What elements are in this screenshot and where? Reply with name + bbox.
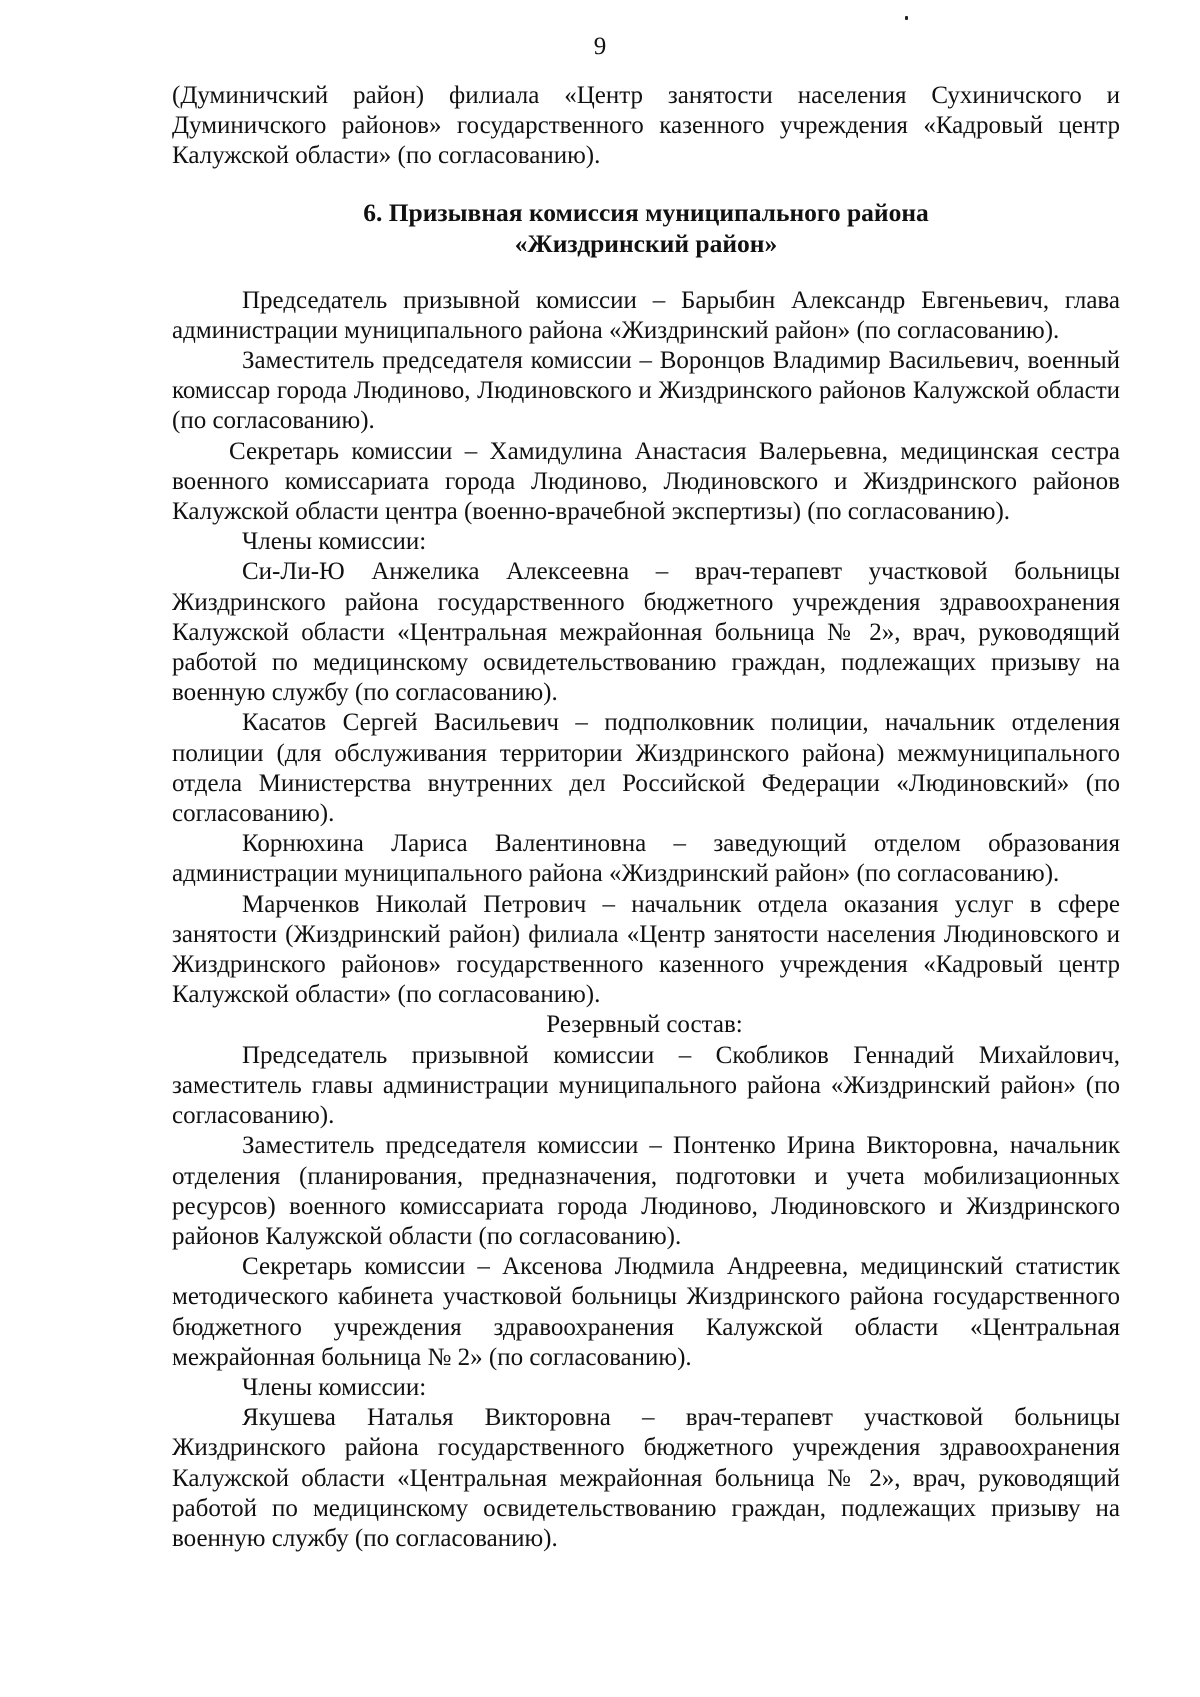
member-paragraph: Касатов Сергей Васильевич – подполковник полиции, начальник отделения полиции (для обслуживания территории Жиздринского района) межмуниципального отдела Министерства внутренних дел Российской Федерации «Людиновский» (по согласованию). — [172, 709, 1120, 828]
document-body — [172, 81, 1120, 1554]
reserve-label: Резервный состав: — [546, 1011, 743, 1039]
intro-paragraph: (Думиничский район) филиала «Центр занятости населения Сухиничского и Думиничского районов» государственного казенного учреждения «Кадровый центр Калужской области» (по согласованию). — [172, 82, 1120, 170]
reserve-secretary-paragraph: Секретарь комиссии – Аксенова Людмила Андреевна, медицинский статистик методического кабинета участковой больницы Жиздринского района государственного бюджетного учреждения здравоохранения Калужской области «Центральная межрайонная больница № 2» (по согласованию). — [172, 1253, 1120, 1371]
reserve-member-paragraph: Якушева Наталья Викторовна – врач-терапевт участковой больницы Жиздринского района государственного бюджетного учреждения здравоохранения Калужской области «Центральная межрайонная больница № 2», врач, руководящий работой по медицинскому освидетельствованию граждан, подлежащих призыву на военную службу (по согласованию). — [172, 1404, 1120, 1552]
scan-speck — [905, 16, 908, 20]
members-label: Члены комиссии: — [242, 528, 427, 556]
deputy-paragraph: Заместитель председателя комиссии – Воронцов Владимир Васильевич, военный комиссар города Людиново, Людиновского и Жиздринского районов Калужской области (по согласованию). — [172, 347, 1120, 435]
member-paragraph: Марченков Николай Петрович – начальник отдела оказания услуг в сфере занятости (Жиздринский район) филиала «Центр занятости населения Людиновского и Жиздринского районов» государственного казенного учреждения «Кадровый центр Калужской области» (по согласованию). — [172, 890, 1120, 1009]
page-number: 9 — [593, 33, 607, 60]
section-heading — [172, 197, 1120, 259]
reserve-chairman-paragraph: Председатель призывной комиссии – Скобликов Геннадий Михайлович, заместитель главы администрации муниципального района «Жиздринский район» (по согласованию). — [172, 1041, 1120, 1130]
chairman-paragraph: Председатель призывной комиссии – Барыбин Александр Евгеньевич, глава администрации муниципального района «Жиздринский район» (по согласованию). — [172, 286, 1120, 344]
member-paragraph: Си-Ли-Ю Анжелика Алексеевна – врач-терапевт участковой больницы Жиздринского района государственного бюджетного учреждения здравоохранения Калужской области «Центральная межрайонная больница № 2», врач, руководящий работой по медицинскому освидетельствованию граждан, подлежащих призыву на военную службу (по согласованию). — [172, 558, 1120, 707]
section-heading-line2: «Жиздринский район» — [514, 228, 778, 258]
secretary-paragraph: Секретарь комиссии – Хамидулина Анастасия Валерьевна, медицинская сестра военного комиссариата города Людиново, Людиновского и Жиздринского районов Калужской области центра (военно-врачебной экспертизы) (по согласованию). — [172, 437, 1120, 526]
reserve-members-label: Члены комиссии: — [242, 1373, 427, 1401]
reserve-deputy-paragraph: Заместитель председателя комиссии – Понтенко Ирина Викторовна, начальник отделения (планирования, предназначения, подготовки и учета мобилизационных ресурсов) военного комиссариата города Людиново, Людиновского и Жиздринского районов Калужской области (по согласованию). — [172, 1132, 1120, 1250]
member-paragraph: Корнюхина Лариса Валентиновна – заведующий отделом образования администрации муниципального района «Жиздринский район» (по согласованию). — [172, 830, 1120, 888]
section-heading-line1: 6. Призывная комиссия муниципального района — [363, 197, 929, 227]
